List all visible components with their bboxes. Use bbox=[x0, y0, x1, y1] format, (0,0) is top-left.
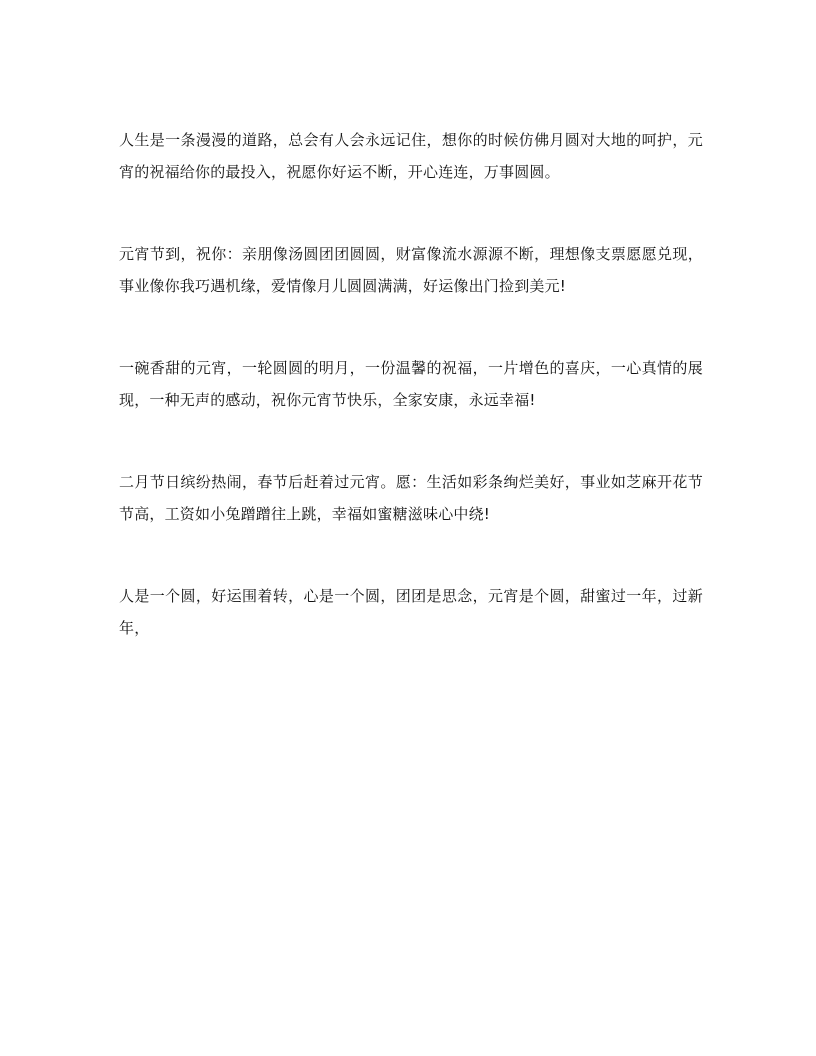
document-body bbox=[119, 124, 703, 694]
paragraph-2: 元宵节到，祝你：亲朋像汤圆团团圆圆，财富像流水源源不断，理想像支票愿愿兑现，事业像你我巧遇机缘，爱情像月儿圆圆满满，好运像出门捡到美元! bbox=[119, 245, 703, 295]
paragraph-1: 人生是一条漫漫的道路，总会有人会永远记住，想你的时候仿佛月圆对大地的呵护，元宵的祝福给你的最投入，祝愿你好运不断，开心连连，万事圆圆。 bbox=[119, 131, 703, 181]
paragraph-4: 二月节日缤纷热闹，春节后赶着过元宵。愿：生活如彩条绚烂美好，事业如芝麻开花节节高，工资如小兔蹭蹭往上跳，幸福如蜜糖滋味心中绕! bbox=[119, 473, 703, 523]
paragraph-5: 人是一个圆，好运围着转，心是一个圆，团团是思念，元宵是个圆，甜蜜过一年，过新年， bbox=[119, 587, 703, 637]
paragraph-3: 一碗香甜的元宵，一轮圆圆的明月，一份温馨的祝福，一片增色的喜庆，一心真情的展现，一种无声的感动，祝你元宵节快乐，全家安康，永远幸福! bbox=[119, 359, 703, 409]
